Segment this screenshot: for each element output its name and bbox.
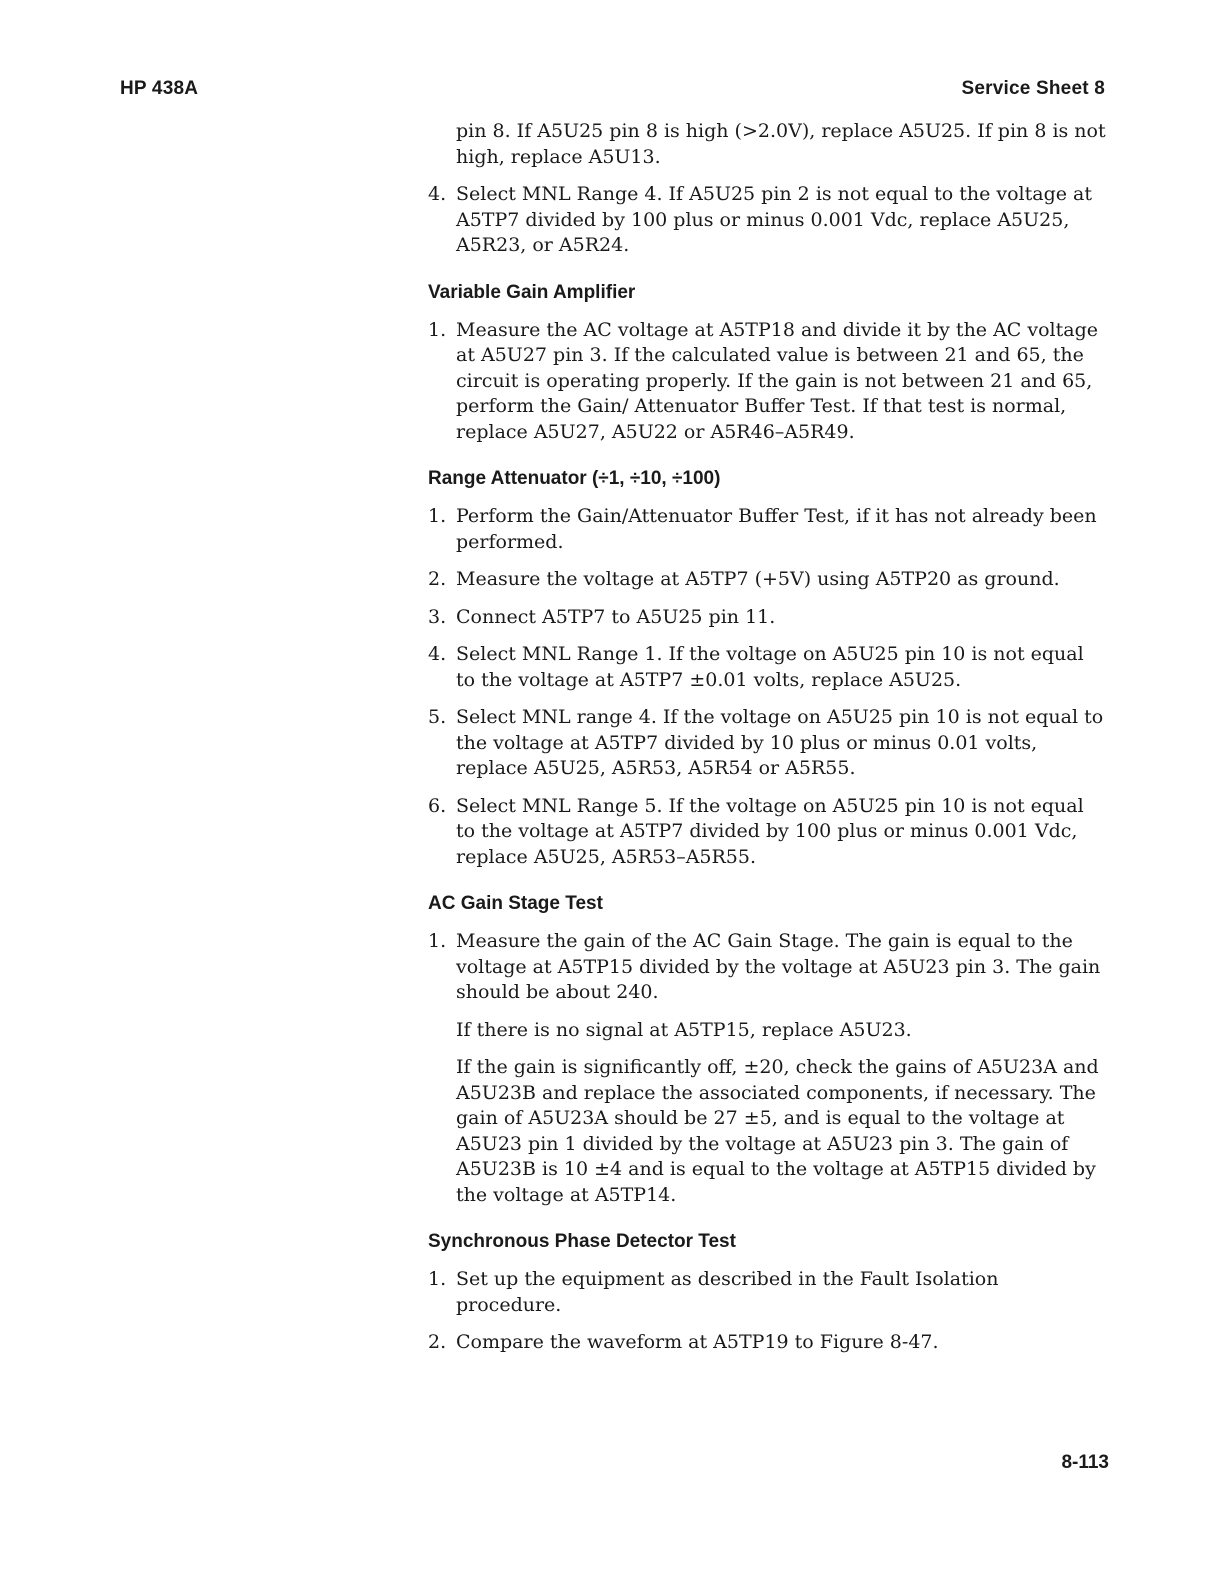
section-heading-ac-gain-stage-test: AC Gain Stage Test xyxy=(428,893,603,914)
list-item xyxy=(428,705,1108,782)
section-heading-range-attenuator: Range Attenuator (÷1, ÷10, ÷100) xyxy=(428,468,721,489)
paragraph: If there is no signal at A5TP15, replace A5U23. xyxy=(456,1018,912,1041)
item-number: 6. xyxy=(428,794,447,817)
list-item xyxy=(428,182,1108,259)
header-section: Service Sheet 8 xyxy=(961,78,1105,99)
item-text: Select MNL Range 1. If the voltage on A5U25 pin 10 is not equal to the voltage at A5TP7 ±0.01 volts, replace A5U25. xyxy=(456,643,1084,691)
list-item xyxy=(428,1330,1108,1356)
item-text: Select MNL Range 4. If A5U25 pin 2 is not equal to the voltage at A5TP7 divided by 100 plus or minus 0.001 Vdc, replace A5U25, A5R23, or A5R24. xyxy=(456,183,1093,256)
item-text: Connect A5TP7 to A5U25 pin 11. xyxy=(456,605,776,628)
list-item xyxy=(428,504,1108,555)
list-item xyxy=(428,567,1108,593)
item-text: Measure the gain of the AC Gain Stage. The gain is equal to the voltage at A5TP15 divided by the voltage at A5U23 pin 3. The gain should be about 240. xyxy=(456,930,1101,1003)
item-number: 4. xyxy=(428,643,447,665)
list-item xyxy=(428,1267,1108,1318)
page-body xyxy=(428,119,1108,1368)
item-number: 1. xyxy=(428,505,447,527)
list-item xyxy=(428,642,1108,693)
page-number: 8-113 xyxy=(1061,1452,1109,1473)
item-number: 1. xyxy=(428,318,447,341)
list-item xyxy=(428,605,1108,631)
item-text: Set up the equipment as described in the Fault Isolation procedure. xyxy=(456,1268,999,1316)
item-number: 2. xyxy=(428,568,447,590)
item-number: 1. xyxy=(428,930,447,952)
item-number: 3. xyxy=(428,605,447,628)
header-model: HP 438A xyxy=(120,78,199,99)
continuation-text: pin 8. If A5U25 pin 8 is high (>2.0V), replace A5U25. If pin 8 is not high, replace A5U13. xyxy=(456,120,1106,168)
list-item xyxy=(428,318,1108,446)
item-text: Compare the waveform at A5TP19 to Figure 8-47. xyxy=(456,1331,939,1353)
paragraph: If the gain is significantly off, ±20, check the gains of A5U23A and A5U23B and replace the associated components, if necessary. The gain of A5U23A should be 27 ±5, and is equal to the voltage at A5U23 pin 1 divided by the voltage at A5U23 pin 3. The gain of A5U23B is 10 ±4 and is equal to the voltage at A5TP15 divided by the voltage at A5TP14. xyxy=(456,1056,1099,1206)
list-item xyxy=(428,794,1108,871)
item-text: Measure the voltage at A5TP7 (+5V) using A5TP20 as ground. xyxy=(456,568,1060,590)
item-text: Select MNL Range 5. If the voltage on A5U25 pin 10 is not equal to the voltage at A5TP7 divided by 100 plus or minus 0.001 Vdc, replace A5U25, A5R53–A5R55. xyxy=(456,794,1084,868)
item-number: 5. xyxy=(428,706,447,728)
list-item xyxy=(428,929,1108,1006)
item-number: 1. xyxy=(428,1268,447,1290)
item-number: 4. xyxy=(428,183,447,205)
section-heading-variable-gain-amplifier: Variable Gain Amplifier xyxy=(428,281,636,303)
item-number: 2. xyxy=(428,1331,447,1353)
item-text: Perform the Gain/Attenuator Buffer Test, if it has not already been performed. xyxy=(456,505,1097,553)
item-text: Measure the AC voltage at A5TP18 and divide it by the AC voltage at A5U27 pin 3. If the calculated value is between 21 and 65, the circuit is operating properly. If the gain is not between 21 and 65, perform the Gain/ Attenuator Buffer Test. If that test is normal, replace A5U27, A5U22 or A5R46–A5R49. xyxy=(456,318,1099,443)
section-heading-synchronous-phase-detector-test: Synchronous Phase Detector Test xyxy=(428,1231,736,1252)
item-text: Select MNL range 4. If the voltage on A5U25 pin 10 is not equal to the voltage at A5TP7 divided by 10 plus or minus 0.01 volts, replace A5U25, A5R53, A5R54 or A5R55. xyxy=(456,706,1104,779)
